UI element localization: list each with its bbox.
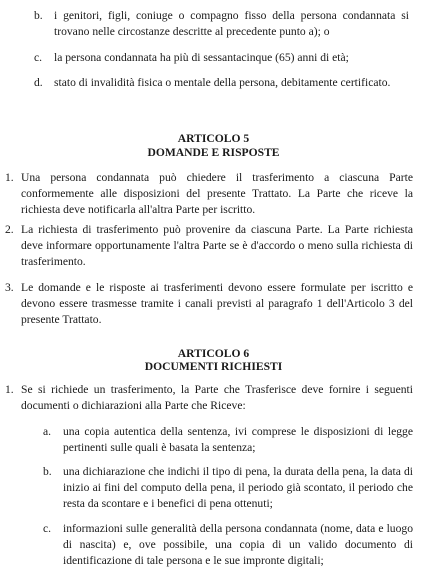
item-text: Una persona condannata può chiedere il trasferimento a ciascuna Parte conformemente alle disposizioni del presente Trattato. La Parte che riceve la richiesta deve notificarla all'altra Parte per iscritto. bbox=[21, 171, 413, 216]
article-5-item-3 bbox=[5, 280, 413, 328]
item-label: b. bbox=[43, 465, 52, 478]
item-text: informazioni sulle generalità della persona condannata (nome, data e luogo di nascita) e, ove possibile, una copia di un valido documento di identificazione di tale persona e le sue impronte digitali; bbox=[63, 522, 413, 567]
article-6-item-1 bbox=[5, 382, 413, 414]
article-5-item-1 bbox=[5, 170, 413, 218]
article-5-subtitle: DOMANDE E RISPOSTE bbox=[147, 146, 280, 159]
item-label: c. bbox=[34, 51, 43, 64]
item-text: stato di invalidità fisica o mentale della persona, debitamente certificato. bbox=[54, 76, 391, 89]
item-label: a. bbox=[43, 425, 52, 438]
article-6-title: ARTICOLO 6 bbox=[177, 347, 250, 360]
item-text: i genitori, figli, coniuge o compagno fisso della persona condannata si trovano nelle circostanze descritte al precedente punto a); o bbox=[54, 9, 409, 38]
list-item-4b bbox=[34, 8, 409, 40]
list-item-4d bbox=[34, 75, 409, 91]
item-text: una dichiarazione che indichi il tipo di pena, la durata della pena, la data di inizio ai fini del computo della pena, il periodo già scontato, il periodo che resta da scontare e i benefici di pena ottenuti; bbox=[63, 465, 413, 510]
item-text: La richiesta di trasferimento può provenire da ciascuna Parte. La Parte richiesta deve informare opportunamente l'altra Parte se è d'accordo o meno sulla richiesta di trasferimento. bbox=[21, 223, 413, 268]
item-text: una copia autentica della sentenza, ivi comprese le disposizioni di legge pertinenti sulle quali è basata la sentenza; bbox=[63, 425, 413, 454]
item-label: 3. bbox=[5, 281, 14, 294]
article-5-item-2 bbox=[5, 222, 413, 270]
article-5-title: ARTICOLO 5 bbox=[177, 132, 250, 145]
item-label: d. bbox=[34, 76, 43, 89]
item-label: 2. bbox=[5, 223, 14, 236]
article-6-subitem-b bbox=[43, 464, 413, 512]
item-text: la persona condannata ha più di sessantacinque (65) anni di età; bbox=[54, 51, 349, 64]
article-6-subitem-c bbox=[43, 521, 413, 569]
item-text: Se si richiede un trasferimento, la Parte che Trasferisce deve fornire i seguenti documenti o dichiarazioni alla Parte che Riceve: bbox=[21, 383, 413, 412]
list-item-4c bbox=[34, 50, 409, 66]
item-label: c. bbox=[43, 522, 52, 535]
item-label: 1. bbox=[5, 171, 14, 184]
article-6-subtitle: DOCUMENTI RICHIESTI bbox=[144, 360, 283, 373]
item-label: 1. bbox=[5, 383, 14, 396]
item-text: Le domande e le risposte ai trasferimenti devono essere formulate per iscritto e devono essere trasmesse tramite i canali previsti al paragrafo 1 dell'Articolo 3 del presente Trattato. bbox=[21, 281, 413, 326]
item-label: b. bbox=[34, 9, 43, 22]
article-6-subitem-a bbox=[43, 424, 413, 456]
